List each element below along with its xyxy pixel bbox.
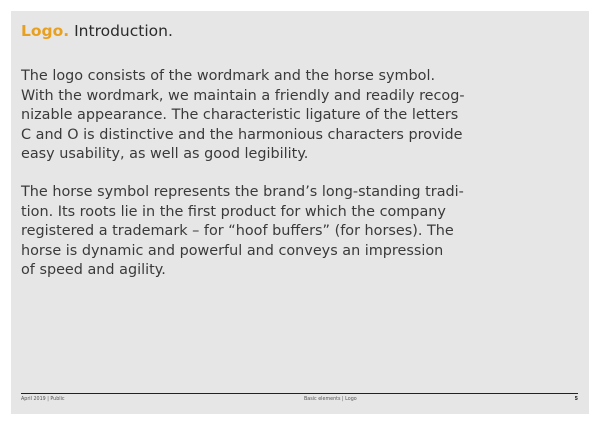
page-number: 5 (574, 397, 578, 402)
body-paragraph-wordmark (21, 67, 481, 165)
slide (11, 11, 589, 414)
paragraph-line: The horse symbol represents the brand’s long-standing tradi- (21, 184, 464, 200)
footer-divider (21, 393, 578, 394)
paragraph-line: registered a trademark – for “hoof buffers” (for horses). The (21, 223, 454, 239)
paragraph-line: tion. Its roots lie in the first product for which the company (21, 203, 446, 220)
page-heading (21, 21, 173, 41)
paragraph-line: With the wordmark, we maintain a friendly and readily recog- (21, 87, 465, 104)
body-paragraph-horse-symbol (21, 183, 481, 281)
paragraph-line: The logo consists of the wordmark and the horse symbol. (21, 68, 436, 84)
paragraph-line: C and O is distinctive and the harmonious characters provide (21, 126, 463, 143)
footer-section-title: Basic elements | Logo (304, 397, 357, 402)
heading-brand: Logo. (21, 22, 70, 40)
paragraph-line: nizable appearance. The characteristic ligature of the letters (21, 107, 459, 123)
footer-date-classification: April 2019 | Public (21, 397, 65, 402)
paragraph-line: easy usability, as well as good legibility. (21, 146, 309, 162)
paragraph-line: of speed and agility. (21, 262, 166, 278)
heading-title: Introduction. (74, 22, 173, 40)
paragraph-line: horse is dynamic and powerful and conveys an impression (21, 242, 444, 259)
